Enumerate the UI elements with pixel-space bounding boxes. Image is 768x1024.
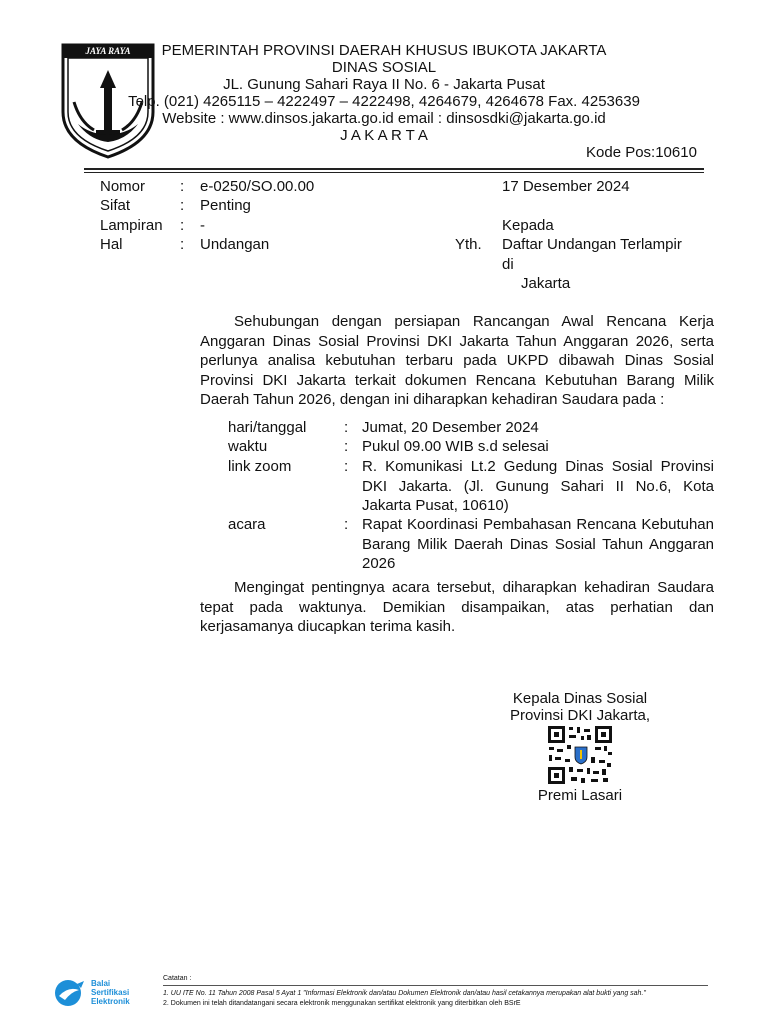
emblem-text: JAYA RAYA bbox=[85, 46, 131, 56]
bsre-logo-text: Sertifikasi bbox=[91, 988, 130, 997]
letterhead-phone: Telp. (021) 4265115 – 4222497 – 4222498, 4264679, 4264678 Fax. 4253639 bbox=[128, 93, 640, 110]
event-colon: : bbox=[344, 516, 349, 533]
letterhead-address: JL. Gunung Sahari Raya II No. 6 - Jakarta Pusat bbox=[223, 76, 545, 93]
bsre-logo bbox=[53, 978, 148, 1008]
event-location: R. Komunikasi Lt.2 Gedung Dinas Sosial Provinsi DKI Jakarta. (Jl. Gunung Sahari II No.6, Kota Jakarta Pusat, 10610) bbox=[362, 458, 714, 514]
letterhead-agency: DINAS SOSIAL bbox=[331, 59, 437, 76]
event-date: Jumat, 20 Desember 2024 bbox=[362, 419, 539, 436]
meta-label: Hal bbox=[100, 236, 123, 253]
meta-label: Sifat bbox=[100, 197, 131, 214]
to-label: Kepada bbox=[502, 217, 554, 234]
footer-notes-title: Catatan : bbox=[163, 975, 192, 982]
footer-divider bbox=[163, 985, 708, 986]
event-agenda: Rapat Koordinasi Pembahasan Rencana Kebutuhan Barang Milik Daerah Dinas Sosial Tahun Anggaran 2026 bbox=[362, 516, 714, 572]
event-colon: : bbox=[344, 438, 349, 455]
body-paragraph-1: Sehubungan dengan persiapan Rancangan Awal Rencana Kerja Anggaran Dinas Sosial Provinsi DKI Jakarta Tahun Anggaran 2026, serta perlunya analisa kebutuhan terbaru pada UKPD dibawah Dinas Sosial Provinsi DKI Jakarta terkait dokumen Rencana Kebutuhan Barang Milik Daerah Tahun 2026, dengan ini diharapkan kehadiran Saudara pada : bbox=[200, 313, 714, 408]
qr-code bbox=[547, 725, 613, 790]
footer-note-2: 2. Dokumen ini telah ditandatangani secara elektronik menggunakan sertifikat elektronik yang diterbitkan oleh BSrE bbox=[163, 1000, 521, 1007]
letterhead-government: PEMERINTAH PROVINSI DAERAH KHUSUS IBUKOTA JAKARTA bbox=[161, 42, 607, 59]
event-time: Pukul 09.00 WIB s.d selesai bbox=[362, 438, 549, 455]
event-colon: : bbox=[344, 419, 349, 436]
letter-nature: Penting bbox=[200, 197, 251, 214]
bsre-logo-text: Elektronik bbox=[91, 997, 130, 1006]
meta-colon: : bbox=[180, 217, 185, 234]
recipient: Daftar Undangan Terlampir bbox=[502, 236, 682, 253]
letter-date: 17 Desember 2024 bbox=[502, 178, 630, 195]
letterhead-divider bbox=[84, 168, 704, 170]
meta-colon: : bbox=[180, 178, 185, 195]
footer-note-1: 1. UU ITE No. 11 Tahun 2008 Pasal 5 Ayat 1 "Informasi Elektronik dan/atau Dokumen Elektronik dan/atau hasil cetakannya merupakan alat bukti yang sah." bbox=[163, 990, 646, 997]
event-colon: : bbox=[344, 458, 349, 475]
yth-label: Yth. bbox=[455, 236, 482, 253]
letter-subject: Undangan bbox=[200, 236, 270, 253]
signature-title-2: Provinsi DKI Jakarta, bbox=[509, 707, 651, 724]
letterhead-website: Website : www.dinsos.jakarta.go.id email : dinsosdki@jakarta.go.id bbox=[162, 110, 606, 127]
event-label: waktu bbox=[228, 438, 268, 455]
recipient-city: Jakarta bbox=[521, 275, 571, 292]
event-label: hari/tanggal bbox=[228, 419, 307, 436]
signatory-name: Premi Lasari bbox=[537, 787, 623, 804]
recipient-di: di bbox=[502, 256, 514, 273]
letterhead-city: J A K A R T A bbox=[340, 127, 428, 144]
event-label: acara bbox=[228, 516, 266, 533]
meta-label: Nomor bbox=[100, 178, 146, 195]
letterhead-divider-thin bbox=[84, 172, 704, 173]
signature-title-1: Kepala Dinas Sosial bbox=[512, 690, 648, 707]
postal-code: Kode Pos:10610 bbox=[586, 144, 697, 161]
letter-number: e-0250/SO.00.00 bbox=[200, 178, 315, 195]
body-paragraph-2: Mengingat pentingnya acara tersebut, diharapkan kehadiran Saudara tepat pada waktunya. Demikian disampaikan, atas perhatian dan kerjasamanya diucapkan terima kasih. bbox=[200, 579, 714, 635]
meta-colon: : bbox=[180, 197, 185, 214]
meta-label: Lampiran bbox=[100, 217, 163, 234]
event-label: link zoom bbox=[228, 458, 292, 475]
letter-attachment: - bbox=[200, 217, 205, 234]
bsre-logo-text: Balai bbox=[91, 979, 111, 988]
meta-colon: : bbox=[180, 236, 185, 253]
